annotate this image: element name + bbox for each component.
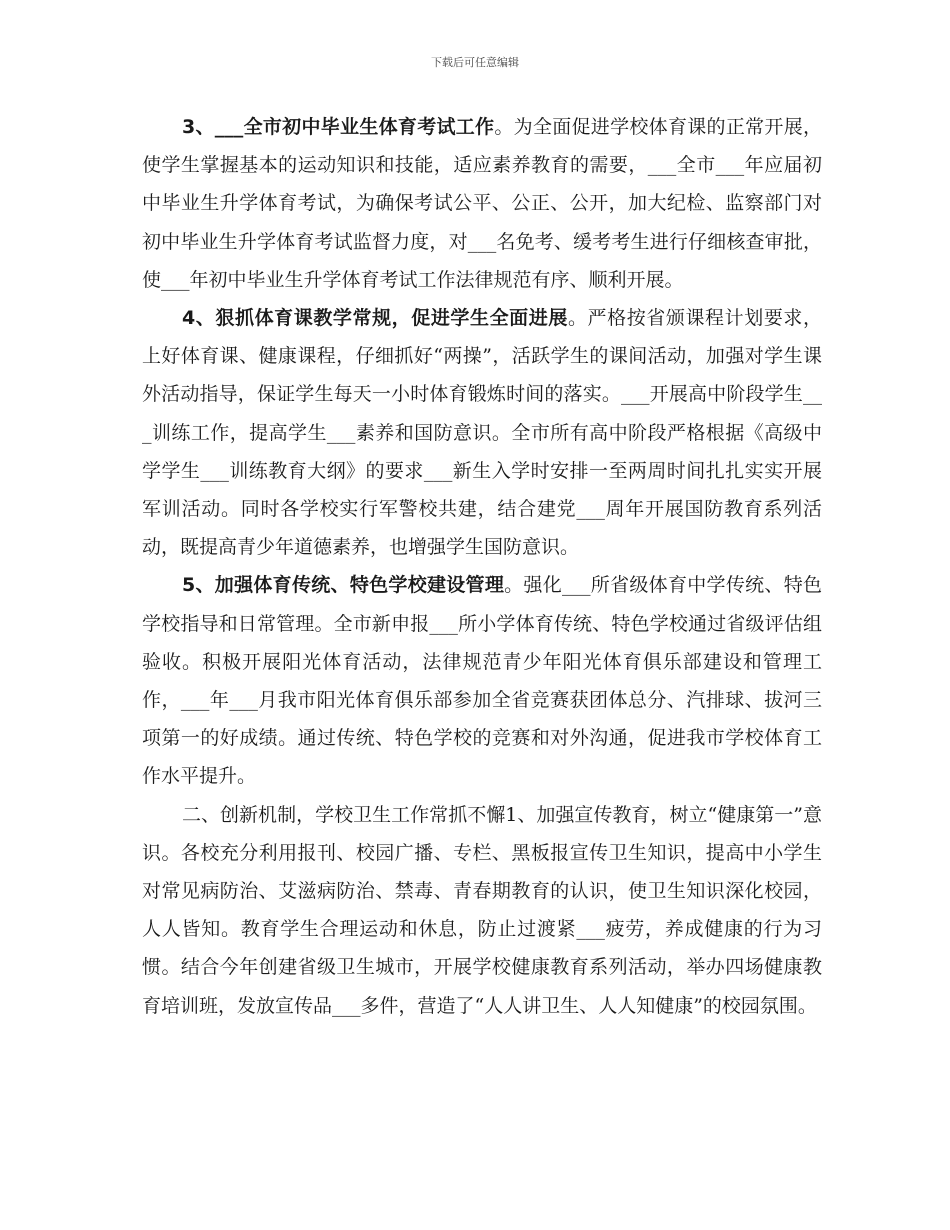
paragraph-5 bbox=[142, 566, 822, 795]
paragraph-3 bbox=[142, 108, 822, 299]
document-body bbox=[142, 108, 822, 1025]
header-note: 下载后可任意编辑 bbox=[431, 56, 519, 69]
paragraph-heading: 5、加强体育传统、特色学校建设管理 bbox=[182, 574, 505, 597]
paragraph-text: 。为全面促进学校体育课的正常开展，使学生掌握基本的运动知识和技能，适应素养教育的需要，___全市___年应届初中毕业生升学体育考试，为确保考试公平、公正、公开，加大纪检、监察部门对初中毕业生升学体育考试监督力度，对___名免考、缓考考生进行仔细核查审批，使___年初中毕业生升学体育考试工作法律规范有序、顺利开展。 bbox=[142, 116, 822, 291]
paragraph-text: 。强化___所省级体育中学传统、特色学校指导和日常管理。全市新申报___所小学体育传统、特色学校通过省级评估组验收。积极开展阳光体育活动，法律规范青少年阳光体育俱乐部建设和管理工作，___年___月我市阳光体育俱乐部参加全省竞赛获团体总分、汽排球、拔河三项第一的好成绩。通过传统、特色学校的竞赛和对外沟通，促进我市学校体育工作水平提升。 bbox=[142, 574, 822, 788]
paragraph-4 bbox=[142, 299, 822, 566]
paragraph-heading: 4、狠抓体育课教学常规，促进学生全面进展 bbox=[182, 307, 568, 330]
paragraph-heading: 3、___全市初中毕业生体育考试工作 bbox=[182, 116, 495, 138]
paragraph-text: 二、创新机制，学校卫生工作常抓不懈1、加强宣传教育，树立“健康第一”意识。各校充分利用报刊、校园广播、专栏、黑板报宣传卫生知识，提高中小学生对常见病防治、艾滋病防治、禁毒、青春期教育的认识，使卫生知识深化校园，人人皆知。教育学生合理运动和休息，防止过渡紧___疲劳，养成健康的行为习惯。结合今年创建省级卫生城市，开展学校健康教育系列活动，举办四场健康教育培训班，发放宣传品___多件，营造了“人人讲卫生、人人知健康”的校园氛围。 bbox=[142, 803, 822, 1017]
section-two-paragraph bbox=[142, 796, 822, 1025]
paragraph-text: 。严格按省颁课程计划要求，上好体育课、健康课程，仔细抓好“两操”，活跃学生的课间活动，加强对学生课外活动指导，保证学生每天一小时体育锻炼时间的落实。___开展高中阶段学生___训练工作，提高学生___素养和国防意识。全市所有高中阶段严格根据《高级中学学生___训练教育大纲》的要求___新生入学时安排一至两周时间扎扎实实开展军训活动。同时各学校实行军警校共建，结合建党___周年开展国防教育系列活动，既提高青少年道德素养，也增强学生国防意识。 bbox=[142, 307, 822, 559]
